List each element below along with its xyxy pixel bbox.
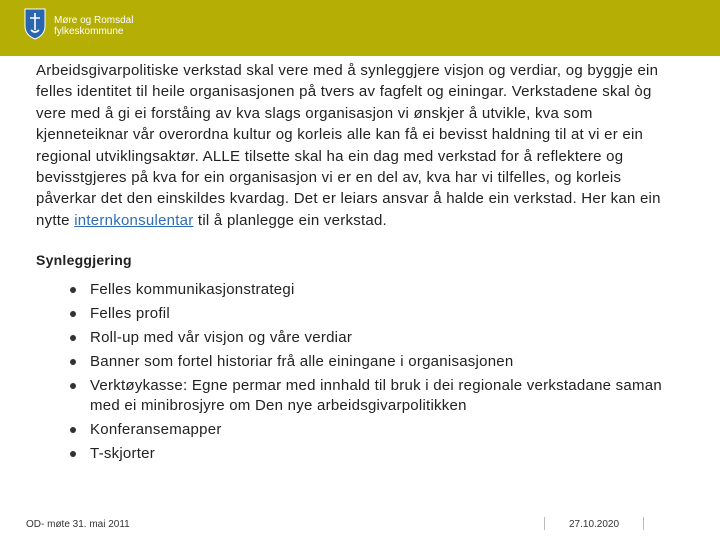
- intro-text: Arbeidsgivarpolitiske verkstad skal vere med å synleggjere visjon og verdiar, og byggje ein felles identitet til heile organisasjonen på tvers av fagfelt og einingar. Verkstadene skal òg vere med å gi ei forståing av kva slags organisasjon vi ønskjer å utvikle, kva som kjenneteiknar vår overordna kultur og korleis alle kan få ei bevisst haldning til at vi er ein regional utviklingsaktør. ALLE tilsette skal ha ein dag med verkstad for å reflektere og bevisstgjeres på kva for ein organisasjon vi er en del av, kva har vi tilfelles, og korleis påverkar det den einskildes kvardag. Det er leiars ansvar å halde ein verkstad. Her kan ein nytte: [36, 62, 661, 229]
- footer-divider: [643, 517, 644, 530]
- list-item: [36, 304, 676, 324]
- list-item: [36, 280, 676, 300]
- list-item-text: Felles profil: [90, 304, 170, 322]
- list-item-text: Konferansemapper: [90, 420, 222, 438]
- list-item-text: Felles kommunikasjonstrategi: [90, 280, 295, 298]
- list-item: [36, 352, 676, 372]
- org-name-line1: Møre og Romsdal: [54, 15, 134, 26]
- list-item: [36, 328, 676, 348]
- list-item: [36, 444, 676, 464]
- section-title: Synleggjering: [36, 252, 132, 269]
- list-item-text: Banner som fortel historiar frå alle einingane i organisasjonen: [90, 352, 514, 370]
- intro-text-end: til å planlegge ein verkstad.: [193, 211, 387, 229]
- bullet-icon: [70, 359, 76, 365]
- bullet-icon: [70, 451, 76, 457]
- list-item: [36, 420, 676, 440]
- intro-paragraph: [36, 60, 676, 231]
- footer-meeting: OD- møte 31. mai 2011: [26, 519, 130, 530]
- internkonsulentar-link[interactable]: internkonsulentar: [74, 211, 194, 229]
- bullet-icon: [70, 427, 76, 433]
- bullet-list: [36, 280, 676, 464]
- county-coat-of-arms-icon: [24, 8, 46, 40]
- footer-date: 27.10.2020: [569, 519, 620, 530]
- bullet-icon: [70, 311, 76, 317]
- organisation-name: [54, 15, 133, 37]
- list-item-text: Roll-up med vår visjon og våre verdiar: [90, 328, 353, 346]
- bullet-icon: [70, 335, 76, 341]
- org-name-line2: fylkeskommune: [54, 26, 124, 37]
- list-item-text: T-skjorter: [90, 444, 156, 462]
- slide-content: [36, 60, 676, 468]
- footer-divider: [544, 517, 545, 530]
- bullet-icon: [70, 383, 76, 389]
- list-item: [36, 376, 676, 416]
- bullet-icon: [70, 287, 76, 293]
- list-item-text: Verktøykasse: Egne permar med innhald til bruk i dei regionale verkstadane saman med ei minibrosjyre om Den nye arbeidsgivarpolitikken: [90, 376, 662, 414]
- header-bar: [0, 0, 720, 56]
